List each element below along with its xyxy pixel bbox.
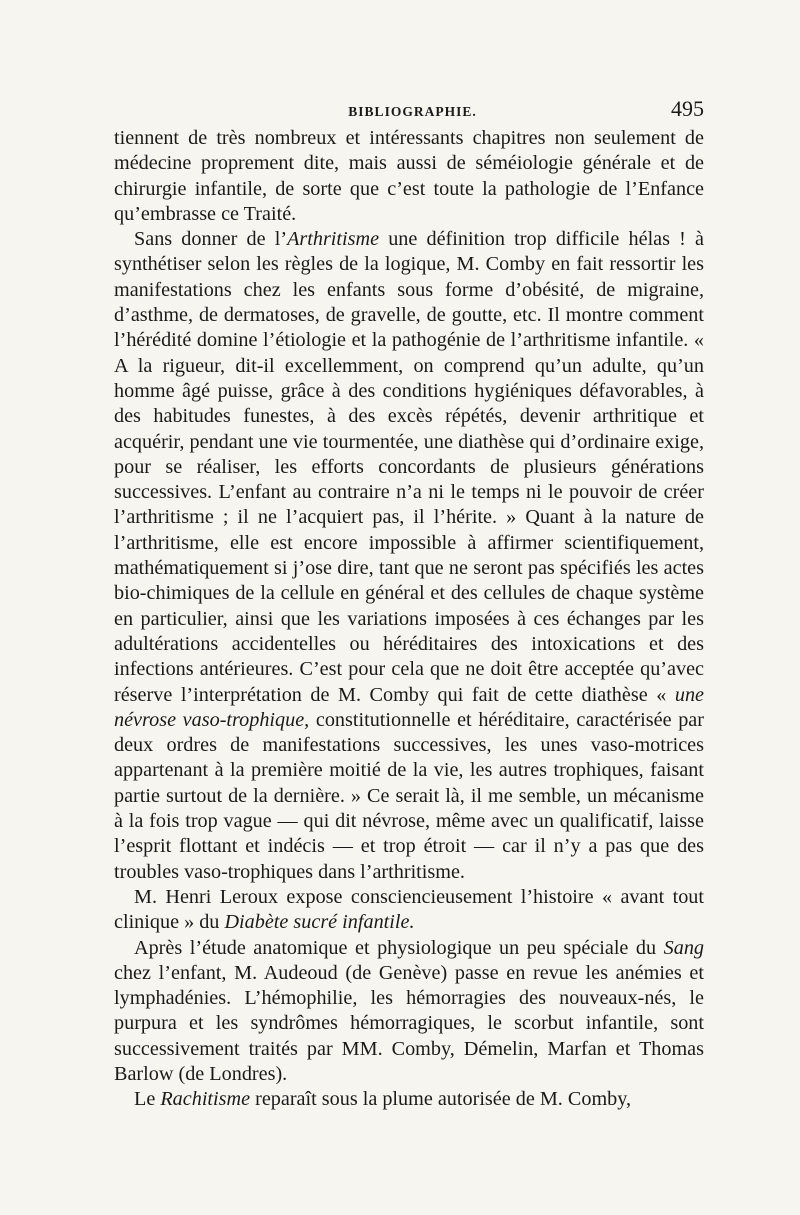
text-run: Sans donner de l’: [134, 228, 288, 251]
italic-text: une névrose vaso-trophique,: [114, 683, 704, 731]
italic-text: Rachitisme: [160, 1088, 251, 1111]
body-text: [114, 126, 704, 1113]
italic-text: Diabète sucré infantile.: [224, 911, 415, 934]
text-run: M. Henri Leroux expose consciencieusement l’histoire « avant tout clinique » du: [114, 885, 704, 934]
running-head: BIBLIOGRAPHIE.: [348, 104, 477, 119]
text-run: Après l’étude anatomique et physiologique un peu spéciale du: [134, 936, 664, 959]
text-run: tiennent de très nombreux et intéressants chapitres non seulement de médecine proprement dite, mais aussi de séméiologie générale et de chirurgie infantile, de sorte que c’est toute la pathologie de l’Enfance qu’embrasse ce Traité.: [114, 127, 704, 225]
paragraph: [114, 126, 704, 227]
paragraph: [114, 885, 704, 936]
text-run: chez l’enfant, M. Audeoud (de Genève) passe en revue les anémies et lymphadénies. L’hémophilie, les hémorragies des nouveaux-nés, le purpura et les syndrômes hémorragiques, le scorbut infantile, sont successivement traités par MM. Comby, Démelin, Marfan et Thomas Barlow (de Londres).: [114, 961, 704, 1085]
paragraph: [114, 1087, 704, 1112]
text-run: une définition trop difficile hélas ! à synthétiser selon les règles de la logique, M. Comby en fait ressortir les manifestations chez les enfants sous forme d’obésité, de migraine, d’asthme, de dermatoses, de gravelle, de goutte, etc. Il montre comment l’hérédité domine l’étiologie et la pathogénie de l’arthritisme infantile. « A la rigueur, dit-il excellemment, on comprend qu’un adulte, qu’un homme âgé puisse, grâce à des conditions hygiéniques défavorables, à des habitudes funestes, à des excès répétés, devenir arthritique et acquérir, pendant une vie tourmentée, une diathèse qui d’ordinaire exige, pour se réaliser, les efforts concordants de plusieurs générations successives. L’enfant au contraire n’a ni le temps ni le pouvoir de créer l’arthritisme ; il ne l’acquiert pas, il l’hérite. » Quant à la nature de l’arthritisme, elle est encore impossible à affirmer scientifiquement, mathématiquement si j’ose dire, tant que ne seront pas spécifiés les actes bio-chimiques de la cellule en général et des cellules de chaque système en particulier, ainsi que les variations imposées à ces échanges par les adultérations accidentelles ou héréditaires des intoxications et des infections antérieures. C’est pour cela que ne doit être acceptée qu’avec réserve l’interprétation de M. Comby qui fait de cette diathèse «: [114, 228, 704, 706]
paragraph: [114, 227, 704, 885]
page-header: [114, 96, 704, 126]
italic-text: Arthritisme: [287, 228, 380, 251]
italic-text: Sang: [663, 936, 704, 959]
text-run: Le: [134, 1088, 161, 1111]
paragraph: [114, 936, 704, 1088]
text-run: reparaît sous la plume autorisée de M. Comby,: [250, 1088, 632, 1111]
text-run: constitutionnelle et héréditaire, caractérisée par deux ordres de manifestations successives, les unes vaso-motrices appartenant à la première moitié de la vie, les autres trophiques, faisant partie surtout de la dernière. » Ce serait là, il me semble, un mécanisme à la fois trop vague — qui dit névrose, même avec un qualificatif, laisse l’esprit flottant et indécis — et trop étroit — car il n’y a pas que des troubles vaso-trophiques dans l’arthritisme.: [114, 708, 704, 883]
page-number: 495: [671, 96, 704, 121]
